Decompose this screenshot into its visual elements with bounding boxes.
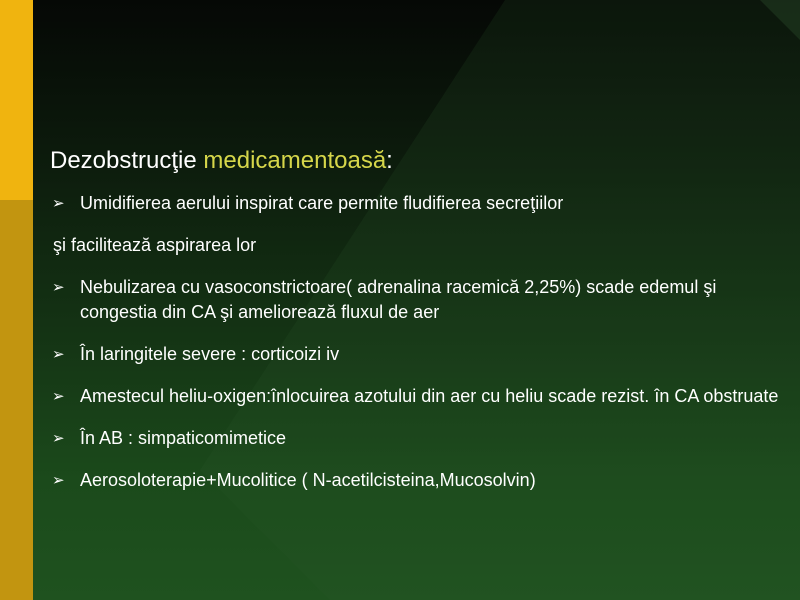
list-item (50, 342, 790, 367)
arrow-bullet-icon: ➢ (52, 195, 65, 212)
slide-content (50, 143, 790, 510)
list-item-text: În AB : simpaticomimetice (80, 428, 287, 448)
left-accent-bar-bottom (0, 200, 33, 600)
list-item (50, 275, 790, 325)
arrow-bullet-icon: ➢ (52, 346, 65, 363)
list-item-text: În laringitele severe : corticoizi iv (80, 344, 340, 364)
list-item-text: şi facilitează aspirarea lor (53, 235, 257, 255)
list-item (50, 384, 790, 409)
slide-title (50, 143, 790, 179)
title-accent: medicamentoasă (203, 147, 387, 174)
title-main: Dezobstrucţie (50, 147, 204, 174)
list-item-text: Umidifierea aerului inspirat care permite fludifierea secreţiilor (80, 193, 564, 213)
arrow-bullet-icon: ➢ (52, 388, 65, 405)
list-item (50, 191, 790, 216)
arrow-bullet-icon: ➢ (52, 430, 65, 447)
title-suffix: : (386, 147, 393, 174)
list-item (50, 426, 790, 451)
list-item (50, 468, 790, 493)
arrow-bullet-icon: ➢ (52, 279, 65, 296)
list-item-text: Aerosoloterapie+Mucolitice ( N-acetilcisteina,Mucosolvin) (80, 470, 536, 490)
list-item-continuation (50, 233, 790, 258)
arrow-bullet-icon: ➢ (52, 472, 65, 489)
list-item-text: Nebulizarea cu vasoconstrictoare( adrenalina racemică 2,25%) scade edemul şi congestia din CA şi ameliorează fluxul de aer (80, 277, 717, 322)
left-accent-bar-top (0, 0, 33, 200)
list-item-text: Amestecul heliu-oxigen:înlocuirea azotului din aer cu heliu scade rezist. în CA obstruate (80, 386, 779, 406)
